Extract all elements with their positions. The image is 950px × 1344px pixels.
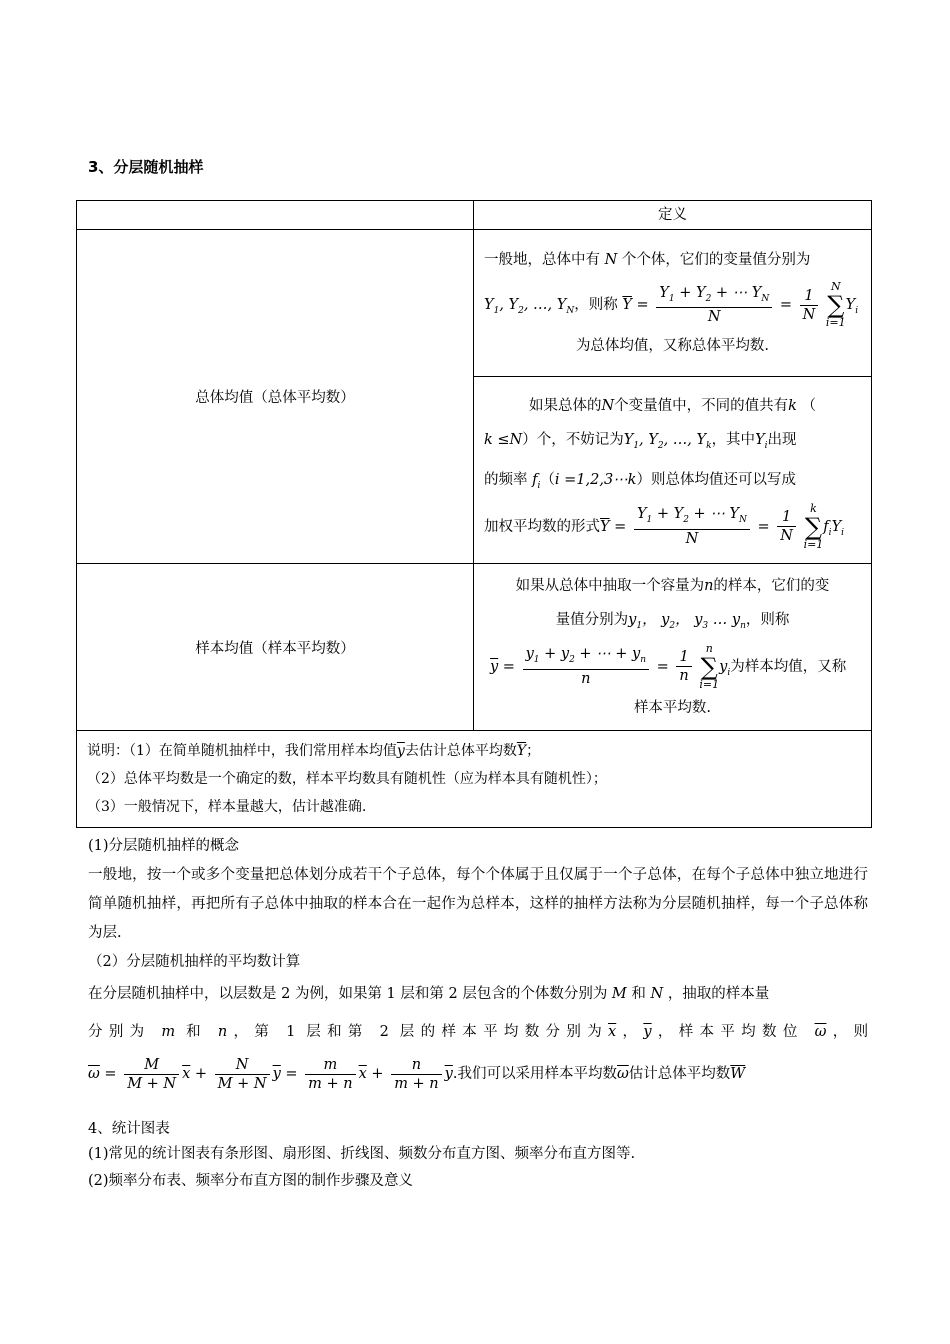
- table-header-row: [77, 201, 872, 230]
- definition-table: [76, 200, 872, 828]
- notes-cell: 说明：（1）在简单随机抽样中，我们常用样本均值$\overline{y}$去估计总体平均数$\overline{Y}$； （2）总体平均数是一个确定的数，样本平均数具有随机性（应为样本具有随机性）； （3）一般情况下，样本量越大，估计越准确.: [77, 731, 872, 828]
- paragraph: (1)分层随机抽样的概念: [88, 838, 240, 854]
- table-row: [77, 731, 872, 828]
- sample-mean-label: 样本均值（样本平均数）: [77, 564, 474, 731]
- sample-mean-definition: 如果从总体中抽取一个容量为n的样本，它们的变 量值分别为$y_1$， $y_2$， $y_3$ … $y_n$，则称 $\overline{y}$ = $\frac{y_1 + y_2 + \cdots + y_n}{n}$ = $\frac{1}{n}$ n ∑ $i=1y_i$为样本均值，又称 样本平均数.: [474, 564, 872, 731]
- paragraph: （2）分层随机抽样的平均数计算: [88, 954, 301, 970]
- table-row: [77, 564, 872, 731]
- section-heading: 3、分层随机抽样: [88, 158, 204, 176]
- formula-line: $\overline{\omega}$ = $\frac{M}{M + N}$ $\overline{x}$ + $\frac{N}{M + N}$ $\overline{y}$ = $\frac{m}{m + n}$ $\overline{x}$ + $\frac{n}{m + n}$ $\overline{y}$.我们可以采用样本平均数$\overline{\omega}$估计总体平均数$\overline{W}$: [88, 1056, 746, 1092]
- weighted-mean-definition: 如果总体的N个变量值中，不同的值共有k （ k ≤N）个，不妨记为$Y_1$, $Y_2$, …, $Y_k$，其中$Y_i$出现 的频率 $f_i(i$ =1,2,3⋯k）则总体均值还可以写成 加权平均数的形式$\overline{Y}$ = $\frac{Y_1 + Y_2 + \cdots Y_N}{N}$ = $\frac{1}{N}$ k ∑ $i=1f_iY_i$: [474, 377, 872, 564]
- paragraph: (1)常见的统计图表有条形图、扇形图、折线图、频数分布直方图、频率分布直方图等.: [88, 1146, 636, 1162]
- header-empty-cell: [77, 201, 474, 230]
- paragraph: 分别为 m 和 n，第 1 层和第 2 层的样本平均数分别为$\overline{x}$，$\overline{y}$，样本平均数位 $\overline{\omega}$，则: [88, 1024, 869, 1040]
- paragraph: (2)频率分布表、频率分布直方图的制作步骤及意义: [88, 1173, 414, 1189]
- paragraph: 在分层随机抽样中，以层数是 2 为例，如果第 1 层和第 2 层包含的个体数分别为 M 和 N ，抽取的样本量: [88, 986, 770, 1002]
- population-mean-label: 总体均值（总体平均数）: [77, 230, 474, 564]
- section-heading-4: 4、统计图表: [88, 1121, 170, 1137]
- header-definition-cell: 定义: [474, 201, 872, 230]
- table-row: [77, 230, 872, 377]
- paragraph: 一般地，按一个或多个变量把总体划分成若干个子总体，每个个体属于且仅属于一个子总体，在每个子总体中独立地进行简单随机抽样，再把所有子总体中抽取的样本合在一起作为总样本，这样的抽样方法称为分层随机抽样，每一个子总体称为层.: [88, 867, 868, 941]
- population-mean-definition: 一般地，总体中有 N 个个体，它们的变量值分别为 $Y_1$, $Y_2$, …, $Y_N$，则称 $\overline{Y}$ = $\frac{Y_1 + Y_2 + \cdots Y_N}{N}$ = $\frac{1}{N}$ N ∑ $i=1Y_i$ 为总体均值，又称总体平均数.: [474, 230, 872, 377]
